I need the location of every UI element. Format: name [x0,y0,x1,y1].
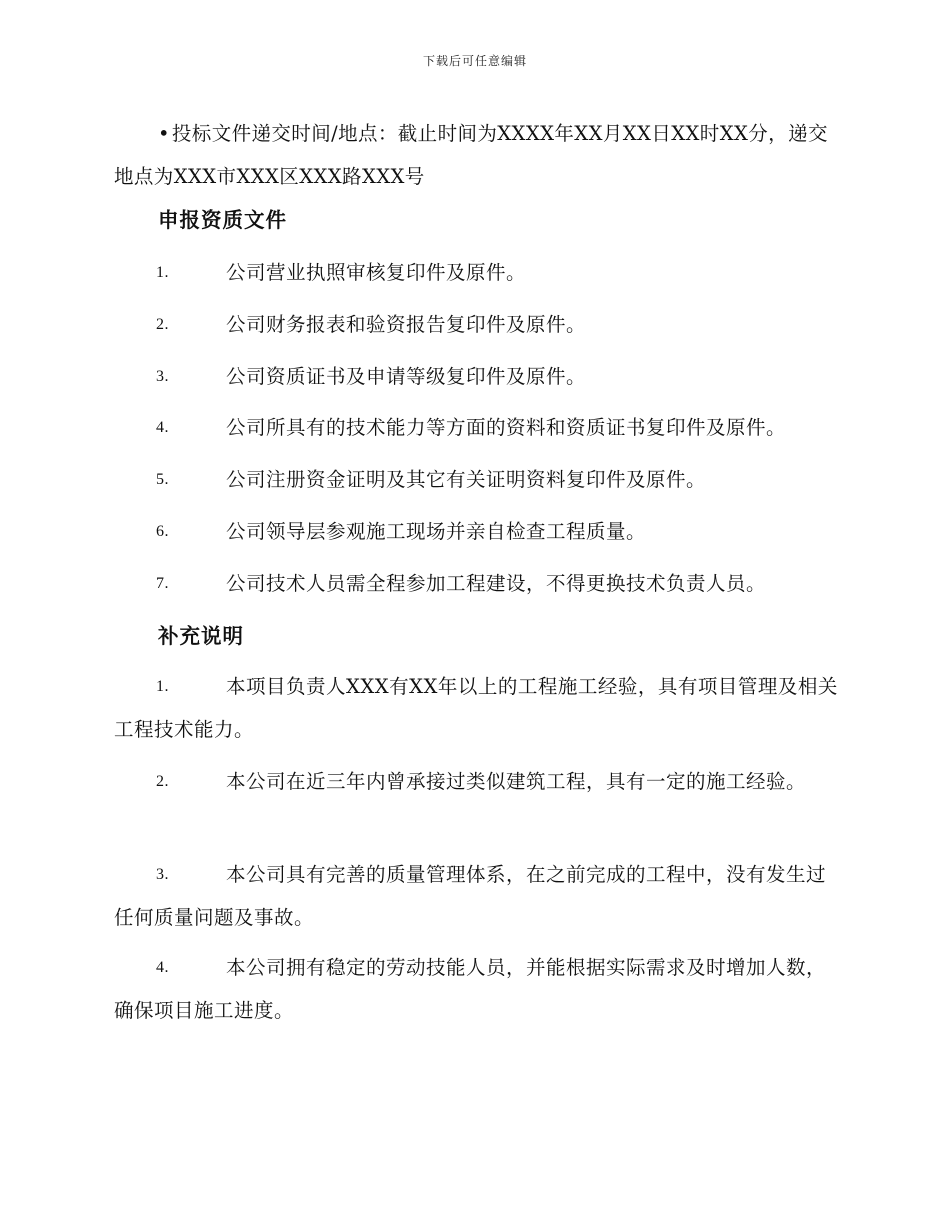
qualification-heading: 申报资质文件 [158,208,287,232]
page-header: 下载后可任意编辑 [422,54,527,68]
item-text: 公司财务报表和验资报告复印件及原件。 [226,313,587,336]
item-number: 3. [156,368,169,385]
item-text: 本公司具有完善的质量管理体系，在之前完成的工程中，没有发生过任何质量问题及事故。 [114,863,827,929]
item-number: 4. [156,419,169,436]
item-text: 公司资质证书及申请等级复印件及原件。 [226,365,587,388]
item-text: 本公司拥有稳定的劳动技能人员，并能根据实际需求及时增加人数，确保项目施工进度。 [114,956,827,1022]
item-number: 7. [156,575,169,592]
item-text: 公司技术人员需全程参加工程建设，不得更换技术负责人员。 [226,572,767,595]
item-text: 公司营业执照审核复印件及原件。 [226,261,527,284]
item-text: 公司领导层参观施工现场并亲自检查工程质量。 [226,520,647,543]
qualification-item [114,510,844,553]
item-text: 本项目负责人XXX有XX年以上的工程施工经验，具有项目管理及相关工程技术能力。 [114,675,838,741]
bullet-icon: • [158,122,170,145]
item-number: 2. [156,316,169,333]
qualification-item [114,355,844,398]
submission-info-paragraph [114,112,844,198]
supplement-item [114,853,844,939]
qualification-item [114,458,844,501]
item-number: 3. [156,866,169,883]
item-text: 本公司在近三年内曾承接过类似建筑工程，具有一定的施工经验。 [226,770,807,793]
item-number: 1. [156,264,169,281]
qualification-item [114,303,844,346]
supplement-item [114,760,844,803]
item-number: 4. [156,959,169,976]
item-text: 公司所具有的技术能力等方面的资料和资质证书复印件及原件。 [226,416,787,439]
supplement-item [114,946,844,1032]
qualification-item [114,251,844,294]
submission-info-text: 投标文件递交时间/地点：截止时间为XXXX年XX月XX日XX时XX分，递交地点为XXX市XXX区XXX路XXX号 [114,122,828,188]
item-number: 5. [156,471,169,488]
supplement-heading: 补充说明 [158,624,244,648]
item-number: 6. [156,523,169,540]
supplement-item [114,665,844,751]
item-number: 2. [156,773,169,790]
qualification-item [114,406,844,449]
item-number: 1. [156,678,169,695]
item-text: 公司注册资金证明及其它有关证明资料复印件及原件。 [226,468,707,491]
qualification-item [114,562,844,605]
